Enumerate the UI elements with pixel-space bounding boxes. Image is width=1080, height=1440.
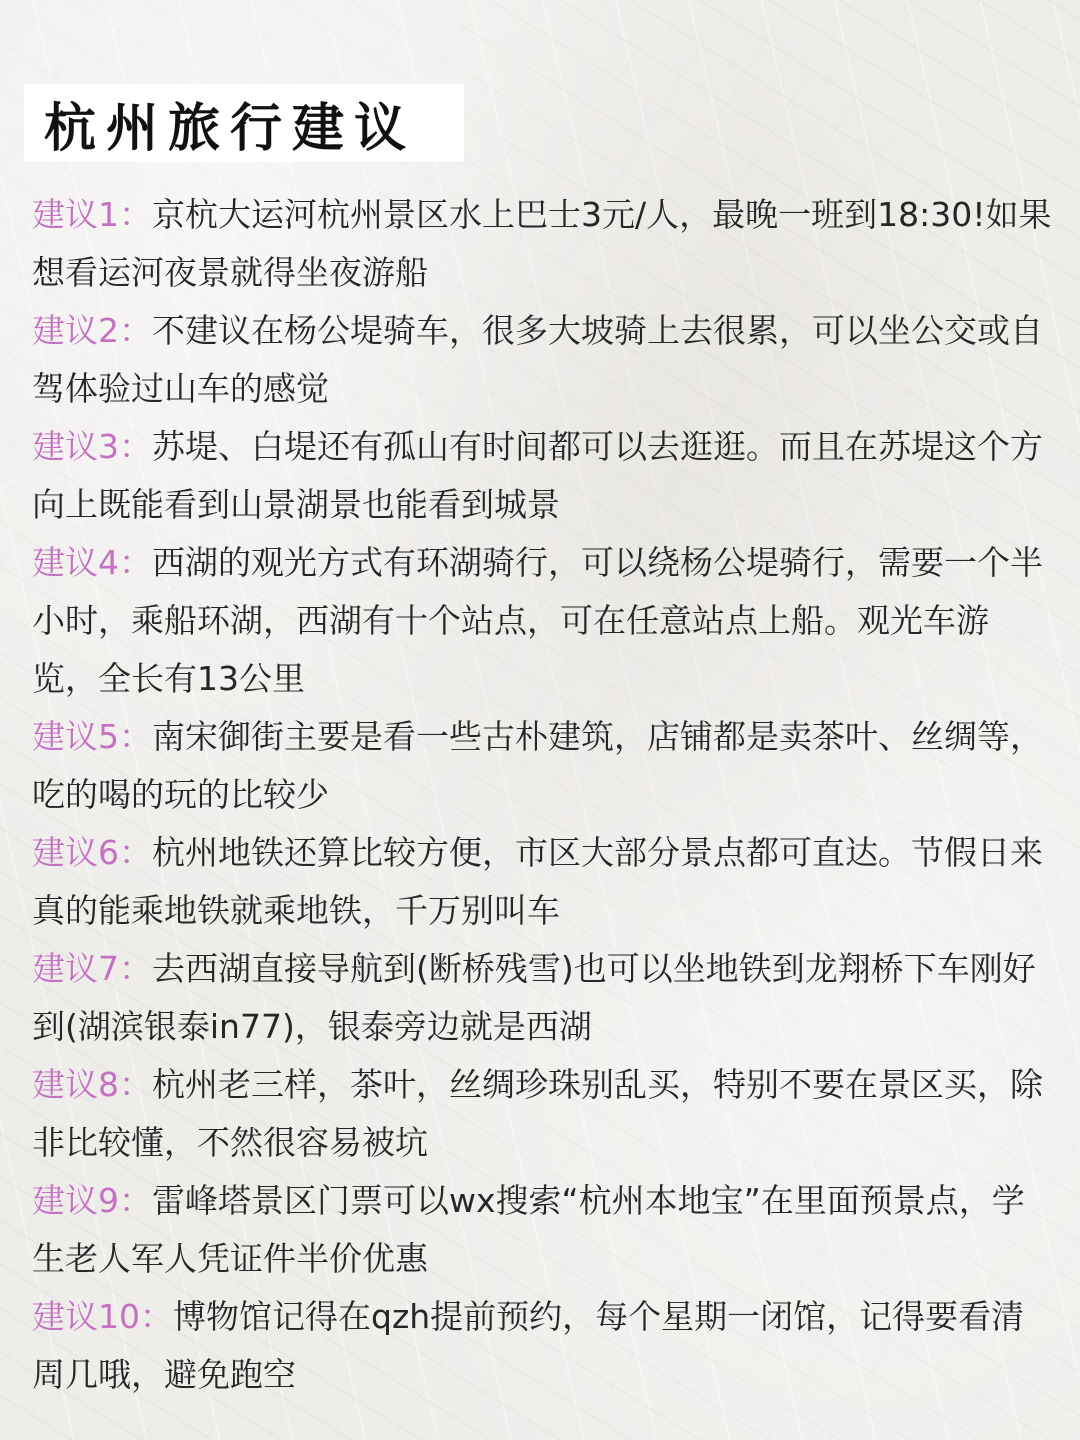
tip-text: 不建议在杨公堤骑车，很多大坡骑上去很累，可以坐公交或自驾体验过山车的感觉 (32, 311, 1043, 408)
tip-3 (32, 418, 1052, 534)
tip-text: 苏堤、白堤还有孤山有时间都可以去逛逛。而且在苏堤这个方向上既能看到山景湖景也能看到城景 (32, 427, 1043, 524)
tip-text: 博物馆记得在qzh提前预约，每个星期一闭馆，记得要看清周几哦，避免跑空 (32, 1297, 1025, 1394)
tip-label: 建议3： (32, 427, 152, 466)
tip-label: 建议6： (32, 833, 152, 872)
tip-6 (32, 824, 1052, 940)
tip-label: 建议4： (32, 543, 152, 582)
tip-text: 西湖的观光方式有环湖骑行，可以绕杨公堤骑行，需要一个半小时，乘船环湖，西湖有十个站点，可在任意站点上船。观光车游览，全长有13公里 (32, 543, 1043, 698)
tip-label: 建议7： (32, 949, 152, 988)
tip-label: 建议5： (32, 717, 152, 756)
tip-5 (32, 708, 1052, 824)
tip-10 (32, 1288, 1052, 1404)
tip-9 (32, 1172, 1052, 1288)
tip-text: 南宋御街主要是看一些古朴建筑，店铺都是卖茶叶、丝绸等，吃的喝的玩的比较少 (32, 717, 1043, 814)
tip-label: 建议1： (32, 195, 152, 234)
tip-label: 建议9： (32, 1181, 152, 1220)
tip-label: 建议10： (32, 1297, 173, 1336)
tip-text: 雷峰塔景区门票可以wx搜索“杭州本地宝”在里面预景点，学生老人军人凭证件半价优惠 (32, 1181, 1025, 1278)
tips-list (32, 186, 1052, 1404)
tip-text: 去西湖直接导航到(断桥残雪)也可以坐地铁到龙翔桥下车刚好到(湖滨银泰in77)，银泰旁边就是西湖 (32, 949, 1036, 1046)
tip-text: 京杭大运河杭州景区水上巴士3元/人，最晚一班到18:30!如果想看运河夜景就得坐夜游船 (32, 195, 1052, 292)
tip-2 (32, 302, 1052, 418)
tip-label: 建议2： (32, 311, 152, 350)
tip-label: 建议8： (32, 1065, 152, 1104)
tip-4 (32, 534, 1052, 708)
tip-1 (32, 186, 1052, 302)
tip-text: 杭州地铁还算比较方便，市区大部分景点都可直达。节假日来真的能乘地铁就乘地铁，千万别叫车 (32, 833, 1043, 930)
page-title: 杭州旅行建议 (44, 97, 417, 159)
tip-7 (32, 940, 1052, 1056)
title-banner (24, 84, 464, 162)
tip-text: 杭州老三样，茶叶，丝绸珍珠别乱买，特别不要在景区买，除非比较懂，不然很容易被坑 (32, 1065, 1043, 1162)
tip-8 (32, 1056, 1052, 1172)
